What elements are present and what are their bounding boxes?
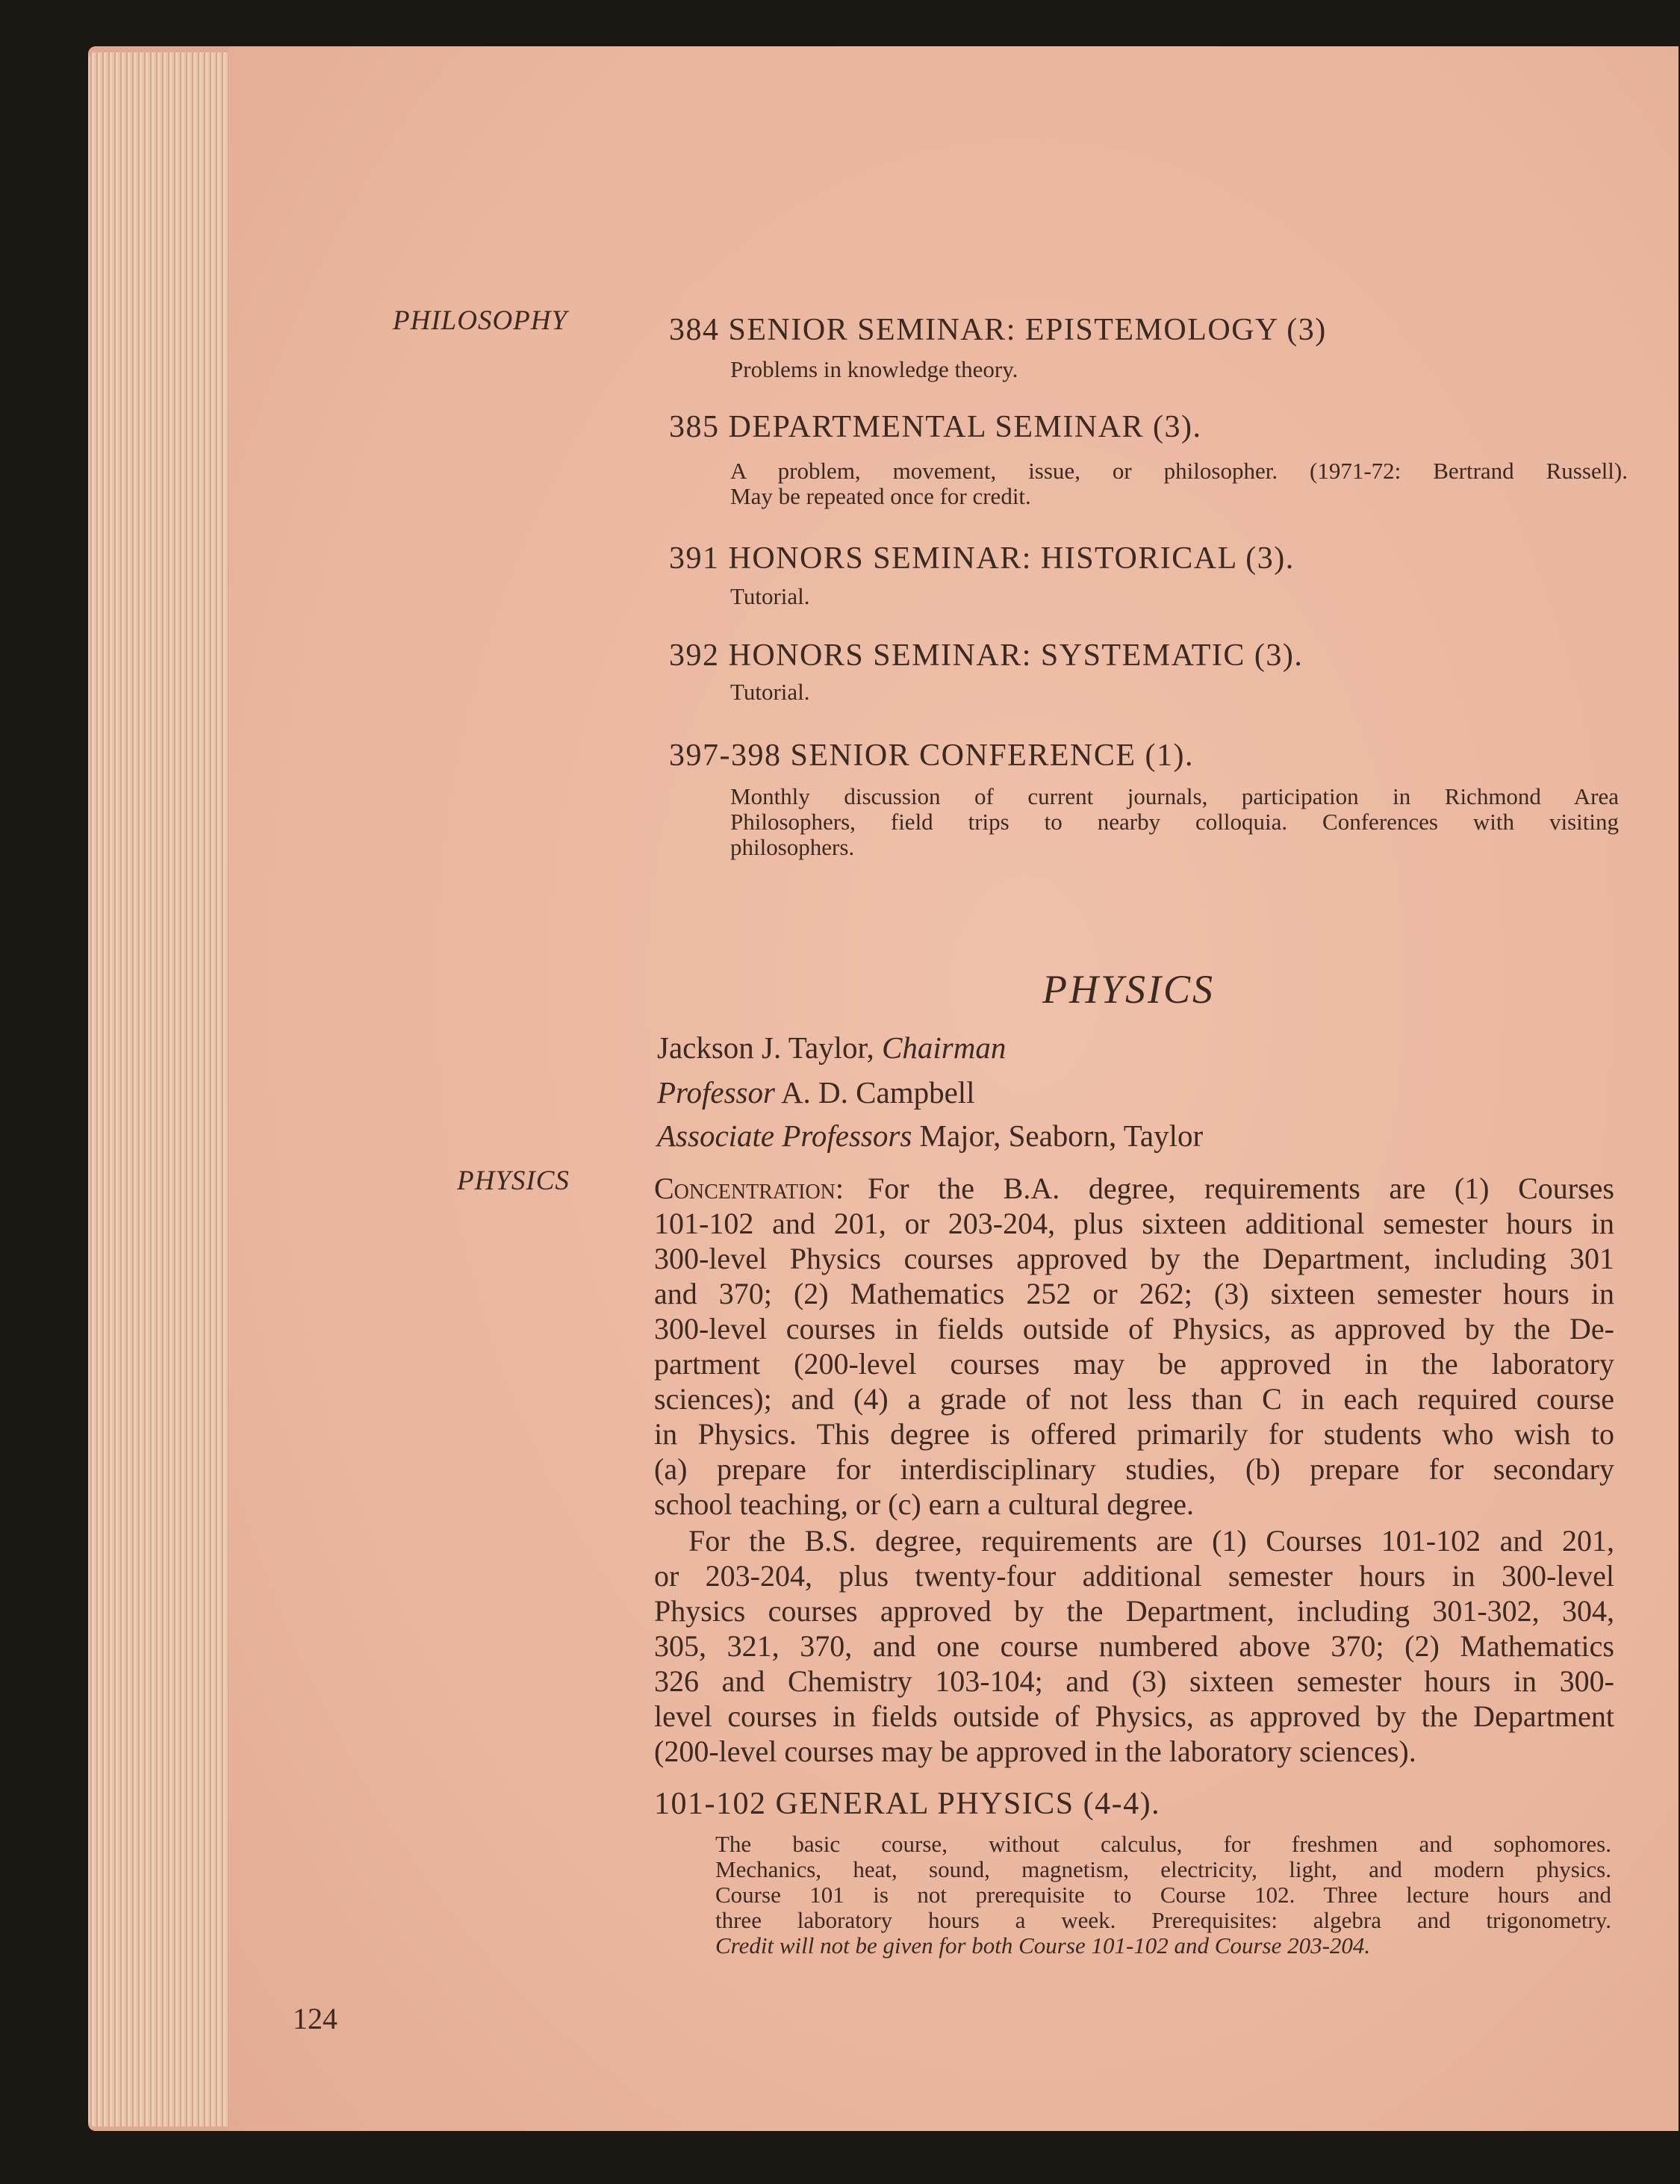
bs-text-line: For the B.S. degree, requirements are (1) Courses 101-102 and 201, xyxy=(688,1524,1614,1558)
ba-text-line: (a) prepare for interdisciplinary studies, (b) prepare for secondary xyxy=(654,1452,1614,1486)
course-description: Problems in knowledge theory. xyxy=(730,356,1018,382)
course-title: 392 HONORS SEMINAR: SYSTEMATIC (3). xyxy=(669,638,1304,673)
course-title: 101-102 GENERAL PHYSICS (4-4). xyxy=(654,1787,1161,1821)
concentration-label: Concentration: xyxy=(654,1172,844,1205)
course-description: A problem, movement, issue, or philosopher. (1971-72: Bertrand Russell). xyxy=(730,458,1628,484)
professor-name: A. D. Campbell xyxy=(780,1075,975,1110)
course-description: Philosophers, field trips to nearby colloquia. Conferences with visiting xyxy=(730,809,1619,835)
course-description: Tutorial. xyxy=(730,679,810,705)
faculty-associates xyxy=(657,1119,1203,1154)
course-description: three laboratory hours a week. Prerequisites: algebra and trigonometry. xyxy=(715,1907,1611,1933)
ba-text-line: in Physics. This degree is offered primarily for students who wish to xyxy=(654,1417,1614,1451)
chairman-name: Jackson J. Taylor, xyxy=(657,1030,874,1065)
course-description: The basic course, without calculus, for freshmen and sophomores. xyxy=(715,1831,1611,1857)
associates-title: Associate Professors xyxy=(657,1119,912,1153)
course-description: Mechanics, heat, sound, magnetism, electricity, light, and modern physics. xyxy=(715,1856,1611,1882)
course-title: 397-398 SENIOR CONFERENCE (1). xyxy=(669,738,1194,773)
margin-label-physics: PHYSICS xyxy=(457,1166,570,1196)
course-title: 384 SENIOR SEMINAR: EPISTEMOLOGY (3) xyxy=(669,313,1327,347)
ba-text-line: partment (200-level courses may be approved in the laboratory xyxy=(654,1347,1614,1381)
ba-text-line: school teaching, or (c) earn a cultural degree. xyxy=(654,1487,1194,1521)
bs-text-line: 326 and Chemistry 103-104; and (3) sixteen semester hours in 300- xyxy=(654,1664,1614,1698)
bs-text-line: 305, 321, 370, and one course numbered above 370; (2) Mathematics xyxy=(654,1629,1614,1663)
course-description: Monthly discussion of current journals, participation in Richmond Area xyxy=(730,783,1619,809)
course-credit-note: Credit will not be given for both Course 101-102 and Course 203-204. xyxy=(715,1932,1371,1959)
page-number: 124 xyxy=(293,2002,337,2035)
ba-text-line: 101-102 and 201, or 203-204, plus sixteen additional semester hours in xyxy=(654,1207,1614,1240)
bs-text-line: Physics courses approved by the Department, including 301-302, 304, xyxy=(654,1594,1614,1628)
bs-text-line: (200-level courses may be approved in the laboratory sciences). xyxy=(654,1735,1416,1768)
faculty-professor xyxy=(657,1075,975,1110)
ba-text-line: 300-level courses in fields outside of Physics, as approved by the De- xyxy=(654,1312,1614,1345)
faculty-chairman xyxy=(657,1030,1006,1065)
bs-text-line: or 203-204, plus twenty-four additional semester hours in 300-level xyxy=(654,1559,1614,1593)
ba-text-line: For the B.A. degree, requirements are (1) Courses xyxy=(868,1172,1614,1205)
course-description: Course 101 is not prerequisite to Course 102. Three lecture hours and xyxy=(715,1882,1611,1908)
ba-text-line: and 370; (2) Mathematics 252 or 262; (3) sixteen semester hours in xyxy=(654,1277,1614,1310)
ba-text-line: sciences); and (4) a grade of not less than C in each required course xyxy=(654,1382,1614,1416)
course-description: May be repeated once for credit. xyxy=(730,483,1031,509)
bs-text-line: level courses in fields outside of Physics, as approved by the Department xyxy=(654,1699,1614,1733)
course-description: philosophers. xyxy=(730,834,855,860)
concentration-line-first xyxy=(654,1171,1614,1206)
section-heading-physics: PHYSICS xyxy=(1042,967,1216,1012)
ba-text-line: 300-level Physics courses approved by the Department, including 301 xyxy=(654,1242,1614,1275)
margin-label-philosophy: PHILOSOPHY xyxy=(393,305,568,336)
professor-title: Professor xyxy=(657,1075,775,1110)
page-edges xyxy=(88,52,234,2127)
course-title: 391 HONORS SEMINAR: HISTORICAL (3). xyxy=(669,541,1295,576)
course-title: 385 DEPARTMENTAL SEMINAR (3). xyxy=(669,410,1202,444)
associates-names: Major, Seaborn, Taylor xyxy=(919,1119,1204,1153)
course-description: Tutorial. xyxy=(730,583,810,609)
chairman-title: Chairman xyxy=(882,1030,1007,1065)
